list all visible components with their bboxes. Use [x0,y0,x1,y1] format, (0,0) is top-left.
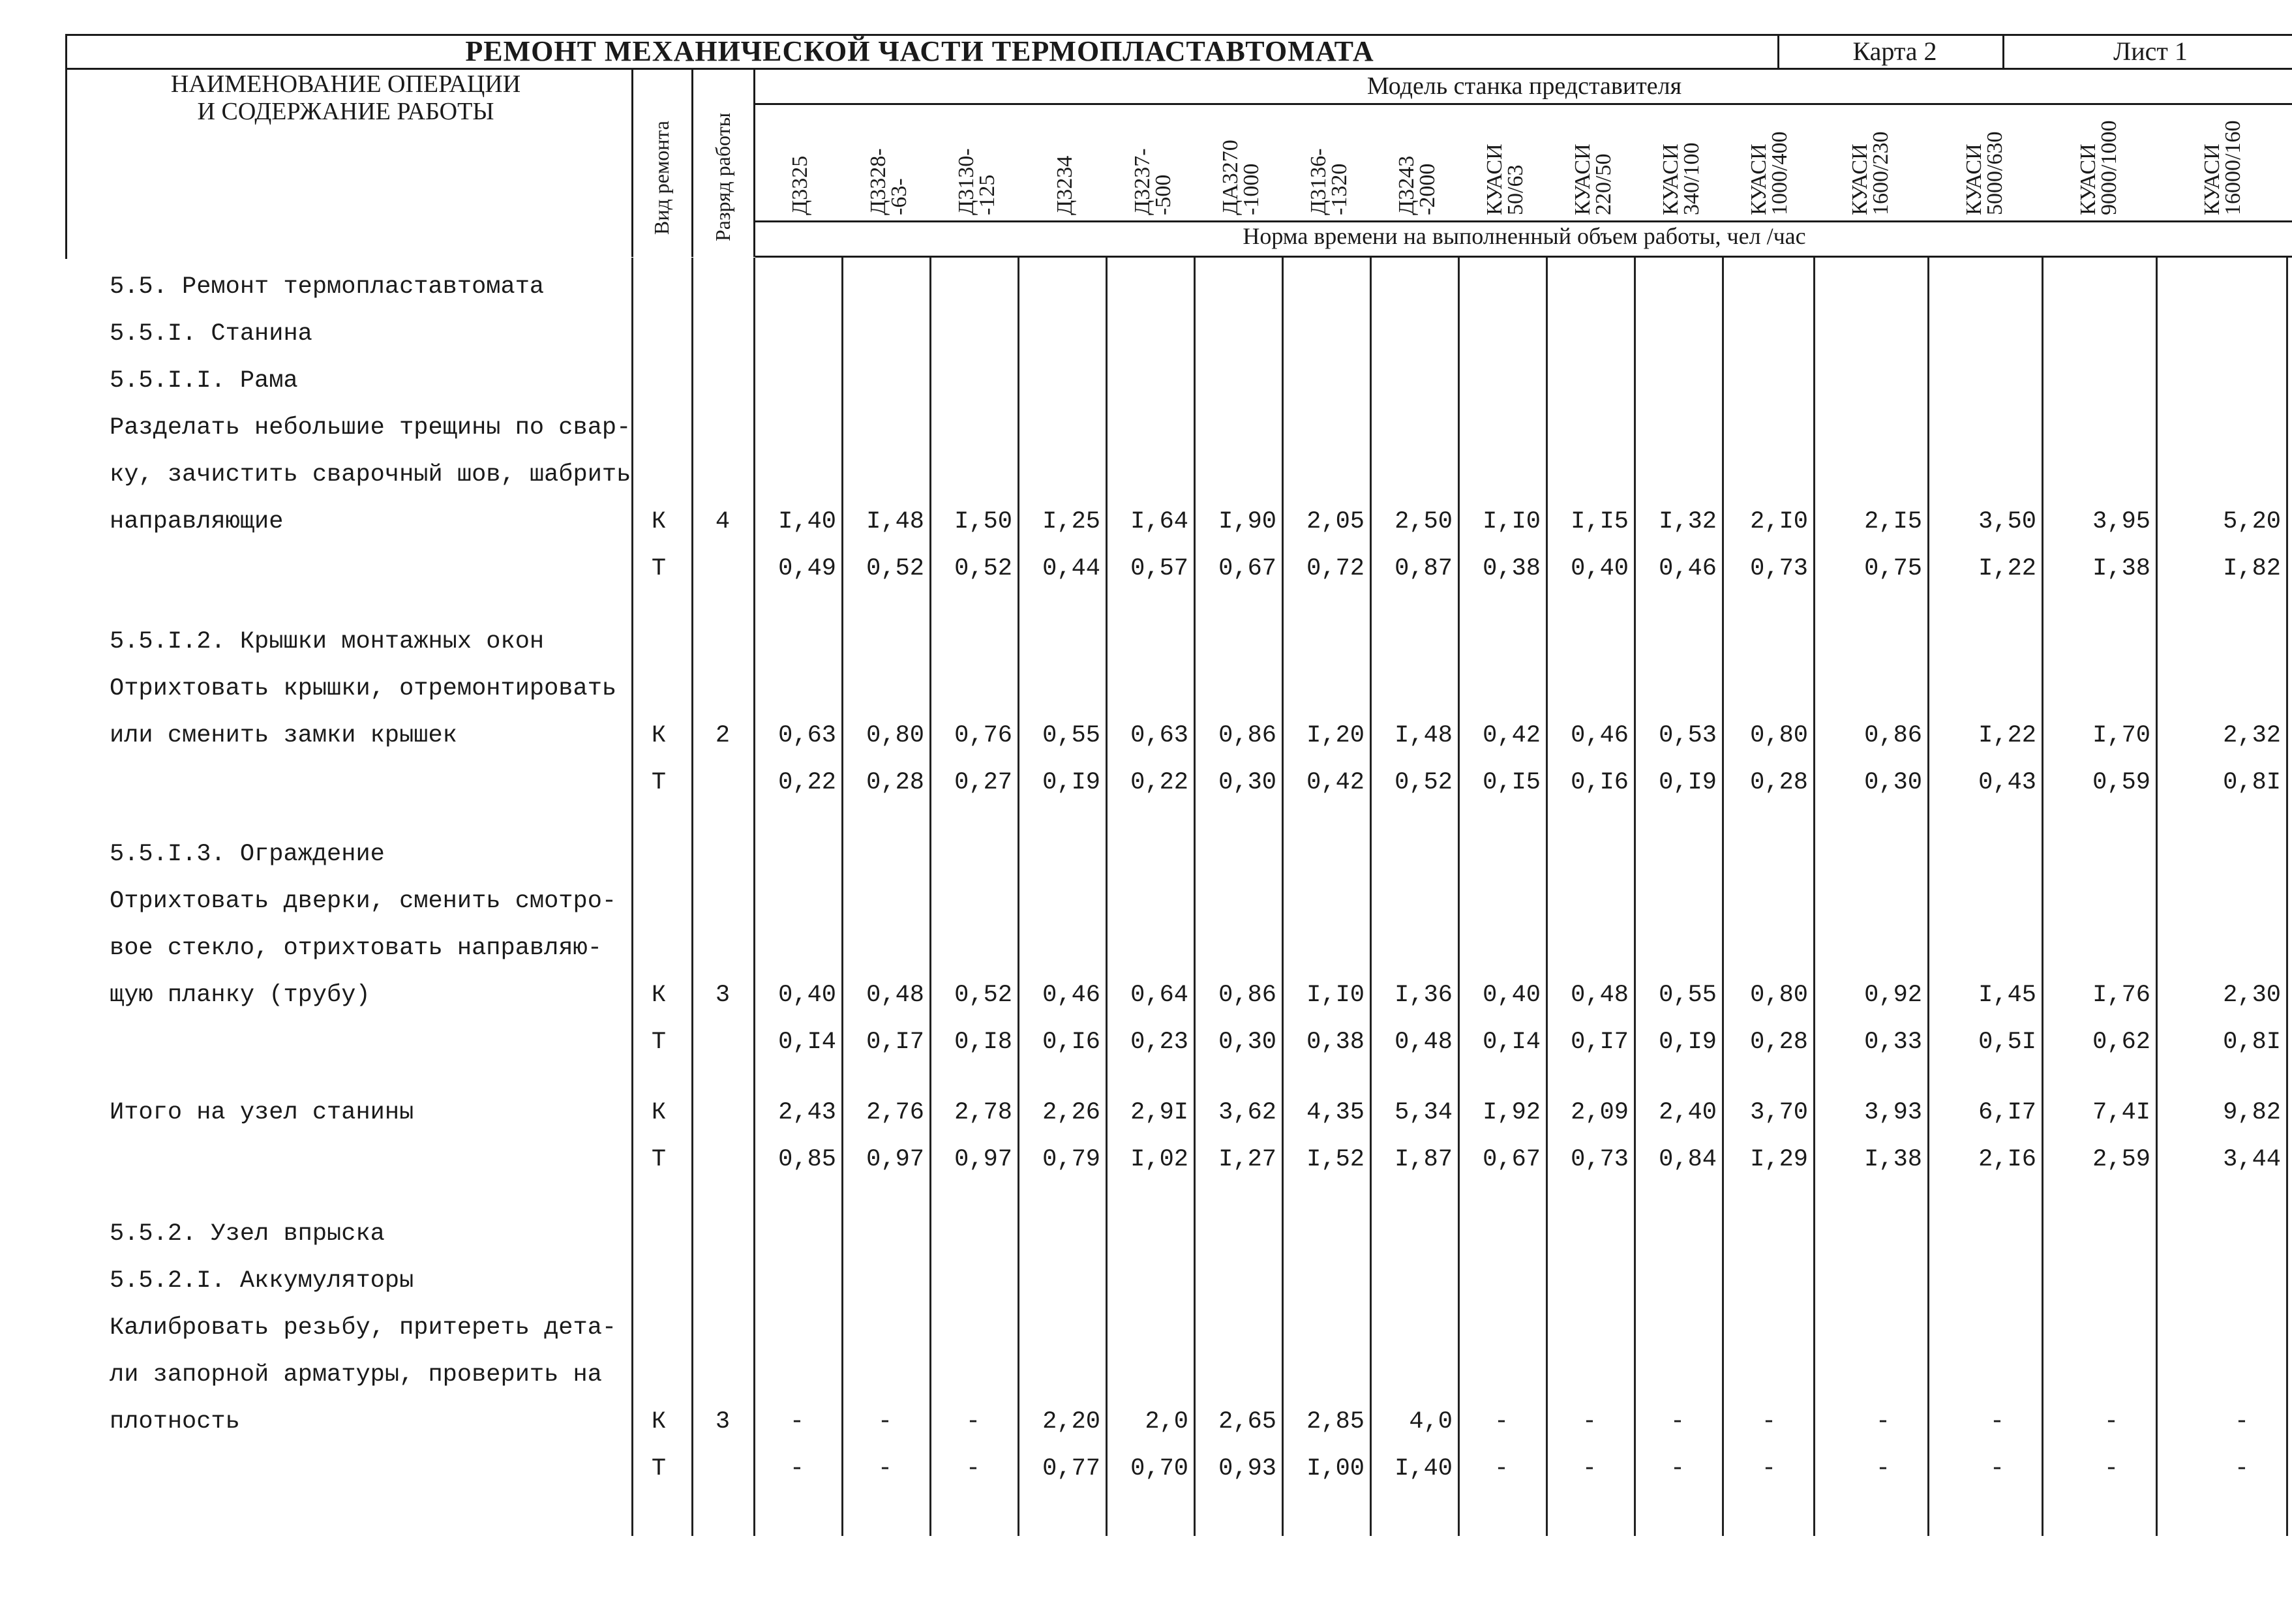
repair-type-cell: К [651,1408,667,1436]
norm-cell: - [1494,1455,1509,1482]
operation-line: или сменить замки крышек [110,722,457,749]
norm-cell: 5,34 [1395,1099,1453,1126]
norm-cell: 0,92 [1864,982,1922,1009]
model-label-5-line-1: Д3237- [1130,148,1154,215]
norm-cell: - [1582,1455,1597,1482]
norm-cell: I,87 [1395,1146,1453,1173]
norm-cell: 0,23 [1130,1029,1188,1056]
norm-cell: - [877,1408,893,1436]
norm-cell: 0,I6 [1571,769,1629,796]
norm-cell: - [1761,1455,1777,1482]
grade-cell: 3 [715,1408,731,1436]
norm-cell: 3,62 [1218,1099,1276,1126]
norm-cell: - [1761,1408,1777,1436]
norm-cell: 0,85 [778,1146,836,1173]
norm-cell: I,64 [1130,508,1188,535]
norm-cell: - [2104,1455,2119,1482]
norm-cell: 0,30 [1218,1029,1276,1056]
norm-cell: 0,55 [1659,982,1717,1009]
norm-cell: - [789,1408,805,1436]
norm-cell: 4,0 [1409,1408,1453,1436]
norm-cell: 2,I0 [1750,508,1808,535]
norm-cell: 0,46 [1659,555,1717,582]
rule-model-2 [929,258,931,1536]
norm-cell: 0,30 [1864,769,1922,796]
norm-cell: 4,35 [1306,1099,1365,1126]
model-label-14-line-1: КУАСИ [1961,143,1986,215]
norm-cell: I,70 [2092,722,2150,749]
model-label-12-line-2: 1000/400 [1767,131,1792,215]
norm-cell: 2,32 [2223,722,2281,749]
rule-vid [631,258,633,1536]
model-label-14-line-2: 5000/630 [1982,131,2007,215]
grade-cell: 4 [715,508,731,535]
norm-cell: 0,73 [1750,555,1808,582]
norm-cell: I,40 [1395,1455,1453,1482]
model-label-13-line-2: 1600/230 [1868,131,1893,215]
norm-cell: 5,20 [2223,508,2281,535]
operation-line: направляющие [110,508,284,535]
model-label-3-line-2: -125 [974,174,999,215]
norm-cell: - [965,1408,981,1436]
model-label-10-line-2: 220/50 [1591,153,1616,215]
norm-cell: 0,I4 [778,1029,836,1056]
norm-cell: 0,28 [1750,769,1808,796]
model-label-8 [1396,156,1438,215]
norm-header-rule [755,256,2292,258]
norm-cell: 0,53 [1659,722,1717,749]
norm-cell: 0,52 [954,555,1012,582]
norm-cell: 0,73 [1571,1146,1629,1173]
rule-model-7 [1370,258,1372,1536]
norm-cell: 0,I5 [1483,769,1541,796]
model-label-12 [1746,131,1792,215]
rule-model-12 [1813,258,1815,1536]
model-label-4 [1052,155,1077,215]
operation-line: Итого на узел станины [110,1099,414,1126]
repair-type-cell: К [651,982,667,1009]
model-label-4-line-1: Д3234 [1052,155,1077,215]
model-header: Модель станка представителя [1366,72,1682,100]
norm-cell: I,I0 [1306,982,1365,1009]
rule-model-6 [1282,258,1284,1536]
norm-cell: 0,70 [1130,1455,1188,1482]
norm-header: Норма времени на выполненный объем работы, чел /час [1243,223,1806,249]
norm-cell: 0,44 [1042,555,1100,582]
norm-cell: 0,97 [954,1146,1012,1173]
norm-cell: 0,22 [1130,769,1188,796]
norm-cell: I,20 [1306,722,1365,749]
norm-cell: - [1582,1408,1597,1436]
norm-cell: 2,30 [2223,982,2281,1009]
norm-cell: 0,40 [778,982,836,1009]
norm-cell: 0,38 [1306,1029,1365,1056]
repair-type-cell: Т [651,555,667,582]
operation-header [65,70,626,125]
models-left-rule [753,68,755,257]
norm-cell: 2,I5 [1864,508,1922,535]
norm-cell: 9,82 [2223,1099,2281,1126]
norm-cell: I,82 [2223,555,2281,582]
norm-cell: - [789,1455,805,1482]
norm-cell: 2,0 [1145,1408,1188,1436]
norm-cell: I,29 [1750,1146,1808,1173]
norm-cell: I,I0 [1483,508,1541,535]
model-label-5-line-2: -500 [1151,174,1175,215]
norm-cell: 0,49 [778,555,836,582]
repair-type-cell: Т [651,1146,667,1173]
norm-cell: I,45 [1978,982,2036,1009]
norm-cell: I,38 [2092,555,2150,582]
norm-cell: 0,8I [2223,1029,2281,1056]
norm-cell: - [1989,1408,2005,1436]
operation-line: 5.5.2.I. Аккумуляторы [110,1267,414,1295]
rule-model-1 [841,258,843,1536]
norm-cell: I,22 [1978,555,2036,582]
operation-line: ли запорной арматуры, проверить на [110,1361,602,1389]
model-label-8-line-1: Д3243 [1394,155,1419,215]
norm-cell: 0,I9 [1042,769,1100,796]
norm-cell: 0,86 [1218,982,1276,1009]
rule-model-14 [2042,258,2043,1536]
model-label-2 [868,148,910,215]
model-label-9-line-1: КУАСИ [1482,143,1507,215]
model-label-11 [1658,142,1704,215]
norm-cell: 0,77 [1042,1455,1100,1482]
rule-model-3 [1018,258,1019,1536]
model-label-15-line-2: 9000/1000 [2096,120,2121,215]
model-label-10-line-1: КУАСИ [1570,143,1595,215]
repair-type-cell: Т [651,1029,667,1056]
norm-cell: 2,26 [1042,1099,1100,1126]
norm-cell: 2,65 [1218,1408,1276,1436]
model-label-13 [1847,131,1893,215]
operation-header-line2: И СОДЕРЖАНИЕ РАБОТЫ [197,98,494,125]
model-label-2-line-1: Д3328- [866,148,890,215]
norm-cell: 0,I4 [1483,1029,1541,1056]
norm-cell: I,48 [1395,722,1453,749]
norm-cell: - [2104,1408,2119,1436]
norm-cell: - [1670,1408,1685,1436]
operation-line: щую планку (трубу) [110,982,370,1009]
header-left-rule [65,34,67,259]
operation-line: вое стекло, отрихтовать направляю- [110,935,602,962]
grade-cell: 3 [715,982,731,1009]
norm-cell: I,36 [1395,982,1453,1009]
norm-cell: 0,80 [1750,722,1808,749]
norm-cell: 0,22 [778,769,836,796]
norm-cell: 0,I8 [954,1029,1012,1056]
model-label-7-line-2: -1320 [1327,163,1351,215]
norm-cell: I,32 [1659,508,1717,535]
norm-cell: 0,67 [1483,1146,1541,1173]
repair-type-cell: К [651,508,667,535]
norm-cell: 0,64 [1130,982,1188,1009]
model-label-11-line-1: КУАСИ [1658,143,1683,215]
operation-line: 5.5.I.I. Рама [110,367,298,395]
norm-cell: I,90 [1218,508,1276,535]
norm-cell: 0,80 [866,722,924,749]
model-label-16 [2199,120,2245,215]
norm-cell: 0,79 [1042,1146,1100,1173]
norm-cell: 2,40 [1659,1099,1717,1126]
operation-line: Разделать небольшие трещины по свар- [110,414,631,442]
norm-cell: 0,42 [1306,769,1365,796]
rule-model-16 [2286,258,2288,1536]
norm-cell: 0,67 [1218,555,1276,582]
norm-cell: 0,48 [866,982,924,1009]
model-header-rule [755,103,2292,105]
model-label-7-line-1: Д3136- [1306,148,1331,215]
norm-cell: I,00 [1306,1455,1365,1482]
norm-cell: I,38 [1864,1146,1922,1173]
karta-divider [1777,34,1779,69]
model-label-1-line-1: Д3325 [787,155,812,215]
operation-line: 5.5. Ремонт термопластавтомата [110,273,545,301]
norm-cell: 2,78 [954,1099,1012,1126]
model-label-7 [1308,148,1350,215]
norm-cell: 0,52 [866,555,924,582]
model-label-10 [1570,143,1616,215]
model-label-3-line-1: Д3130- [954,148,978,215]
norm-cell: 0,28 [1750,1029,1808,1056]
rule-model-5 [1194,258,1196,1536]
list-divider [2002,34,2004,69]
norm-cell: I,22 [1978,722,2036,749]
norm-cell: 0,87 [1395,555,1453,582]
repair-type-cell: К [651,722,667,749]
norm-cell: 0,97 [866,1146,924,1173]
norm-cell: 0,80 [1750,982,1808,1009]
header-title-rule [65,68,2292,70]
model-label-9-line-2: 50/63 [1503,164,1528,215]
razryad-header: Разряд работы [711,112,734,241]
norm-cell: 0,63 [1130,722,1188,749]
norm-cell: I,52 [1306,1146,1365,1173]
norm-cell: 0,63 [778,722,836,749]
norm-cell: - [877,1455,893,1482]
operation-line: 5.5.I. Станина [110,320,312,348]
norm-cell: I,92 [1483,1099,1541,1126]
operation-line: Отрихтовать дверки, сменить смотро- [110,888,617,915]
norm-cell: I,76 [2092,982,2150,1009]
norm-cell: - [1989,1455,2005,1482]
norm-cell: 0,59 [2092,769,2150,796]
model-label-16-line-2: 16000/160 [2220,120,2245,215]
norm-cell: 0,I7 [1571,1029,1629,1056]
model-names-rule [755,220,2292,222]
norm-cell: 3,70 [1750,1099,1808,1126]
norm-cell: 3,95 [2092,508,2150,535]
norm-cell: 0,48 [1395,1029,1453,1056]
norm-cell: 0,76 [954,722,1012,749]
norm-cell: 0,84 [1659,1146,1717,1173]
norm-cell: 2,05 [1306,508,1365,535]
norm-cell: 0,I6 [1042,1029,1100,1056]
norm-cell: I,40 [778,508,836,535]
norm-cell: - [1875,1455,1891,1482]
norm-cell: 0,46 [1042,982,1100,1009]
norm-cell: 0,I7 [866,1029,924,1056]
norm-cell: 0,28 [866,769,924,796]
norm-cell: I,50 [954,508,1012,535]
model-label-13-line-1: КУАСИ [1847,143,1872,215]
norm-cell: 0,72 [1306,555,1365,582]
norm-cell: 0,48 [1571,982,1629,1009]
norm-cell: 2,50 [1395,508,1453,535]
norm-cell: 0,86 [1218,722,1276,749]
norm-cell: 0,86 [1864,722,1922,749]
norm-cell: 3,44 [2223,1146,2281,1173]
norm-cell: - [2234,1455,2250,1482]
grade-cell: 2 [715,722,731,749]
norm-cell: 2,20 [1042,1408,1100,1436]
norm-cell: 0,40 [1571,555,1629,582]
model-label-6 [1220,140,1262,215]
norm-cell: I,25 [1042,508,1100,535]
norm-cell: 0,40 [1483,982,1541,1009]
model-label-11-line-2: 340/100 [1679,142,1704,215]
norm-cell: - [965,1455,981,1482]
norm-cell: - [1494,1408,1509,1436]
norm-cell: 2,76 [866,1099,924,1126]
operation-line: 5.5.I.2. Крышки монтажных окон [110,628,545,655]
norm-cell: 3,93 [1864,1099,1922,1126]
norm-cell: 2,9I [1130,1099,1188,1126]
razryad-left-rule [691,68,693,257]
norm-cell: 0,43 [1978,769,2036,796]
norm-cell: 2,59 [2092,1146,2150,1173]
model-label-15 [2075,120,2121,215]
norm-cell: 0,27 [954,769,1012,796]
norm-cell: 2,09 [1571,1099,1629,1126]
model-label-2-line-2: -63- [886,178,911,215]
rule-model-15 [2156,258,2158,1536]
repair-type-cell: К [651,1099,667,1126]
operation-line: 5.5.2. Узел впрыска [110,1220,385,1248]
rule-model-10 [1634,258,1636,1536]
model-label-1 [787,155,812,215]
model-label-6-line-1: ДА3270 [1218,140,1243,215]
model-label-3 [956,148,998,215]
repair-type-cell: Т [651,769,667,796]
norm-cell: 2,43 [778,1099,836,1126]
operation-line: Отрихтовать крышки, отремонтировать [110,675,617,702]
operation-line: 5.5.I.3. Ограждение [110,841,385,868]
norm-cell: 6,I7 [1978,1099,2036,1126]
norm-cell: 0,I9 [1659,769,1717,796]
norm-cell: I,48 [866,508,924,535]
model-label-16-line-1: КУАСИ [2199,143,2224,215]
norm-cell: 7,4I [2092,1099,2150,1126]
rule-model-4 [1106,258,1108,1536]
norm-cell: 3,50 [1978,508,2036,535]
norm-cell: - [1670,1455,1685,1482]
norm-cell: I,I5 [1571,508,1629,535]
rule-model-8 [1458,258,1460,1536]
norm-cell: 0,57 [1130,555,1188,582]
norm-cell: 0,30 [1218,769,1276,796]
model-label-12-line-1: КУАСИ [1746,143,1771,215]
operation-line: плотность [110,1408,240,1436]
karta-label: Карта 2 [1852,37,1937,66]
norm-cell: 0,46 [1571,722,1629,749]
norm-cell: 2,85 [1306,1408,1365,1436]
rule-razryad [691,258,693,1536]
rule-model-9 [1546,258,1548,1536]
norm-cell: 0,52 [954,982,1012,1009]
norm-cell: 0,93 [1218,1455,1276,1482]
model-label-6-line-2: -1000 [1239,163,1263,215]
norm-cell: 0,52 [1395,769,1453,796]
model-label-14 [1961,131,2007,215]
norm-cell: 0,62 [2092,1029,2150,1056]
operation-line: Калибровать резьбу, притереть дета- [110,1314,617,1342]
repair-type-cell: Т [651,1455,667,1482]
rule-model-0 [753,258,755,1536]
norm-cell: 0,8I [2223,769,2281,796]
vid-remonta-header: Вид ремонта [650,121,673,235]
norm-cell: 0,5I [1978,1029,2036,1056]
operation-line: ку, зачистить сварочный шов, шабрить [110,461,631,489]
norm-cell: 0,33 [1864,1029,1922,1056]
norm-cell: - [2234,1408,2250,1436]
rule-model-11 [1722,258,1724,1536]
model-label-9 [1482,143,1528,215]
norm-cell: 2,I6 [1978,1146,2036,1173]
norm-cell: 0,55 [1042,722,1100,749]
norm-cell: 0,38 [1483,555,1541,582]
operation-header-line1: НАИМЕНОВАНИЕ ОПЕРАЦИИ [170,70,521,98]
model-label-8-line-2: -2000 [1415,163,1440,215]
norm-cell: 0,42 [1483,722,1541,749]
list-label: Лист 1 [2113,37,2188,66]
norm-cell: - [1875,1408,1891,1436]
rule-model-13 [1927,258,1929,1536]
norm-cell: I,02 [1130,1146,1188,1173]
norm-cell: 0,I9 [1659,1029,1717,1056]
model-label-15-line-1: КУАСИ [2075,143,2100,215]
norm-cell: 0,75 [1864,555,1922,582]
model-label-5 [1132,148,1174,215]
vid-left-rule [631,68,633,257]
norm-cell: I,27 [1218,1146,1276,1173]
page-title: РЕМОНТ МЕХАНИЧЕСКОЙ ЧАСТИ ТЕРМОПЛАСТАВТОМАТА [465,35,1374,67]
